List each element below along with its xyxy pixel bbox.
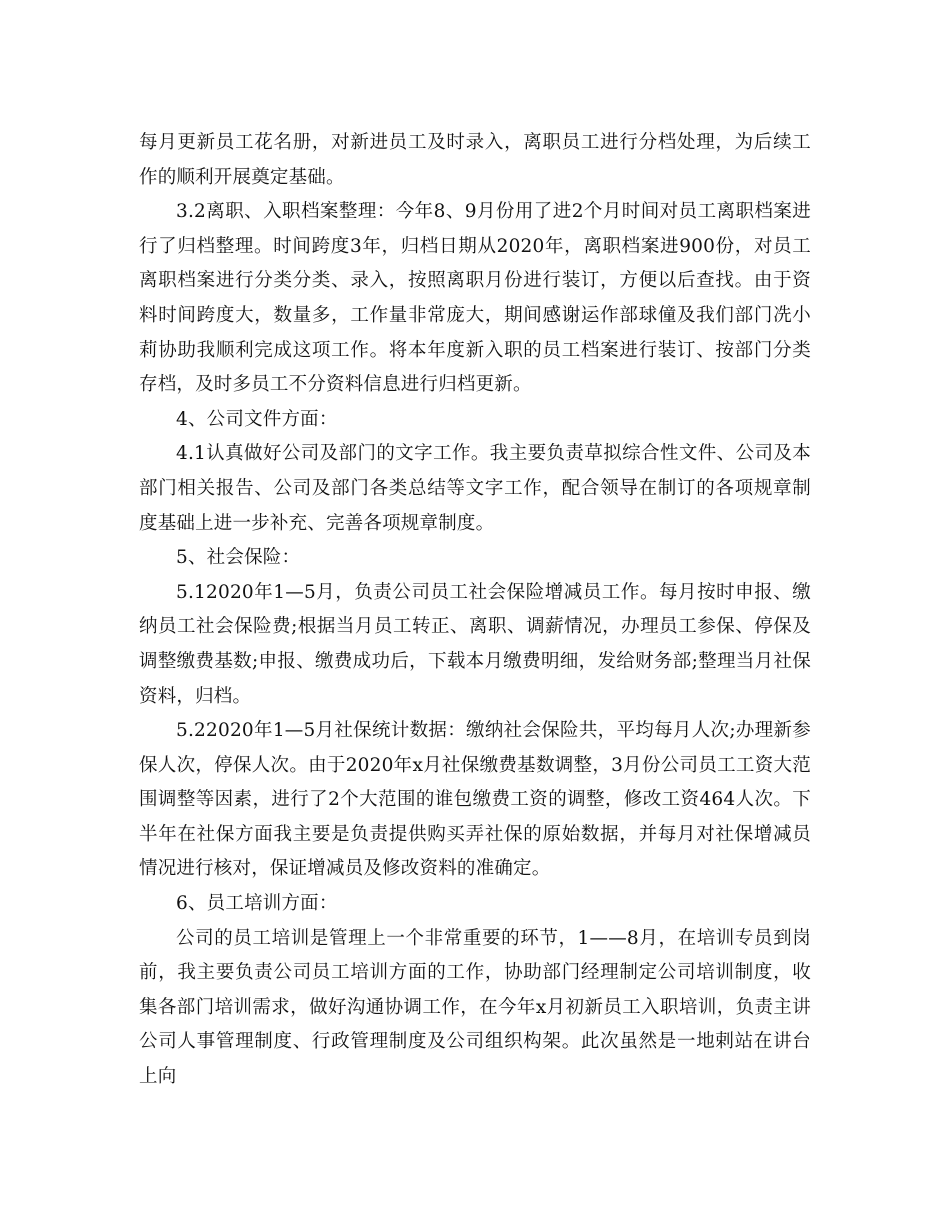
paragraph: 3.2离职、入职档案整理：今年8、9月份用了进2个月时间对员工离职档案进行了归档整理。时间跨度3年，归档日期从2020年，离职档案进900份，对员工离职档案进行分类分类、录入，按照离职月份进行装订，方便以后查找。由于资料时间跨度大，数量多，工作量非常庞大，期间感谢运作部球僮及我们部门冼小莉协助我顺利完成这项工作。将本年度新入职的员工档案进行装订、按部门分类存档，及时多员工不分资料信息进行归档更新。 <box>139 201 811 396</box>
paragraph: 公司的员工培训是管理上一个非常重要的环节，1——8月，在培训专员到岗前，我主要负责公司员工培训方面的工作，协助部门经理制定公司培训制度，收集各部门培训需求，做好沟通协调工作，在今年x月初新员工入职培训，负责主讲公司人事管理制度、行政管理制度及公司组织构架。此次虽然是一地剌站在讲台上向 <box>139 927 811 1088</box>
document-body <box>139 126 811 1095</box>
paragraph: 4.1认真做好公司及部门的文字工作。我主要负责草拟综合性文件、公司及本部门相关报告、公司及部门各类总结等文字工作，配合领导在制订的各项规章制度基础上进一步补充、完善各项规章制度。 <box>139 443 811 534</box>
paragraph: 5.12020年1—5月，负责公司员工社会保险增减员工作。每月按时申报、缴纳员工社会保险费;根据当月员工转正、离职、调薪情况，办理员工参保、停保及调整缴费基数;申报、缴费成功后，下载本月缴费明细，发给财务部;整理当月社保资料，归档。 <box>139 581 811 707</box>
paragraph: 每月更新员工花名册，对新进员工及时录入，离职员工进行分档处理，为后续工作的顺利开展奠定基础。 <box>139 132 811 188</box>
section-heading: 4、公司文件方面： <box>176 408 338 430</box>
section-heading: 5、社会保险： <box>176 547 301 569</box>
section-heading: 6、员工培训方面： <box>176 893 338 915</box>
paragraph: 5.22020年1—5月社保统计数据：缴纳社会保险共，平均每月人次;办理新参保人次，停保人次。由于2020年x月社保缴费基数调整，3月份公司员工工资大范围调整等因素，进行了2个大范围的谁包缴费工资的调整，修改工资464人次。下半年在社保方面我主要是负责提供购买弄社保的原始数据，并每月对社保增减员情况进行核对，保证增减员及修改资料的准确定。 <box>139 720 811 880</box>
